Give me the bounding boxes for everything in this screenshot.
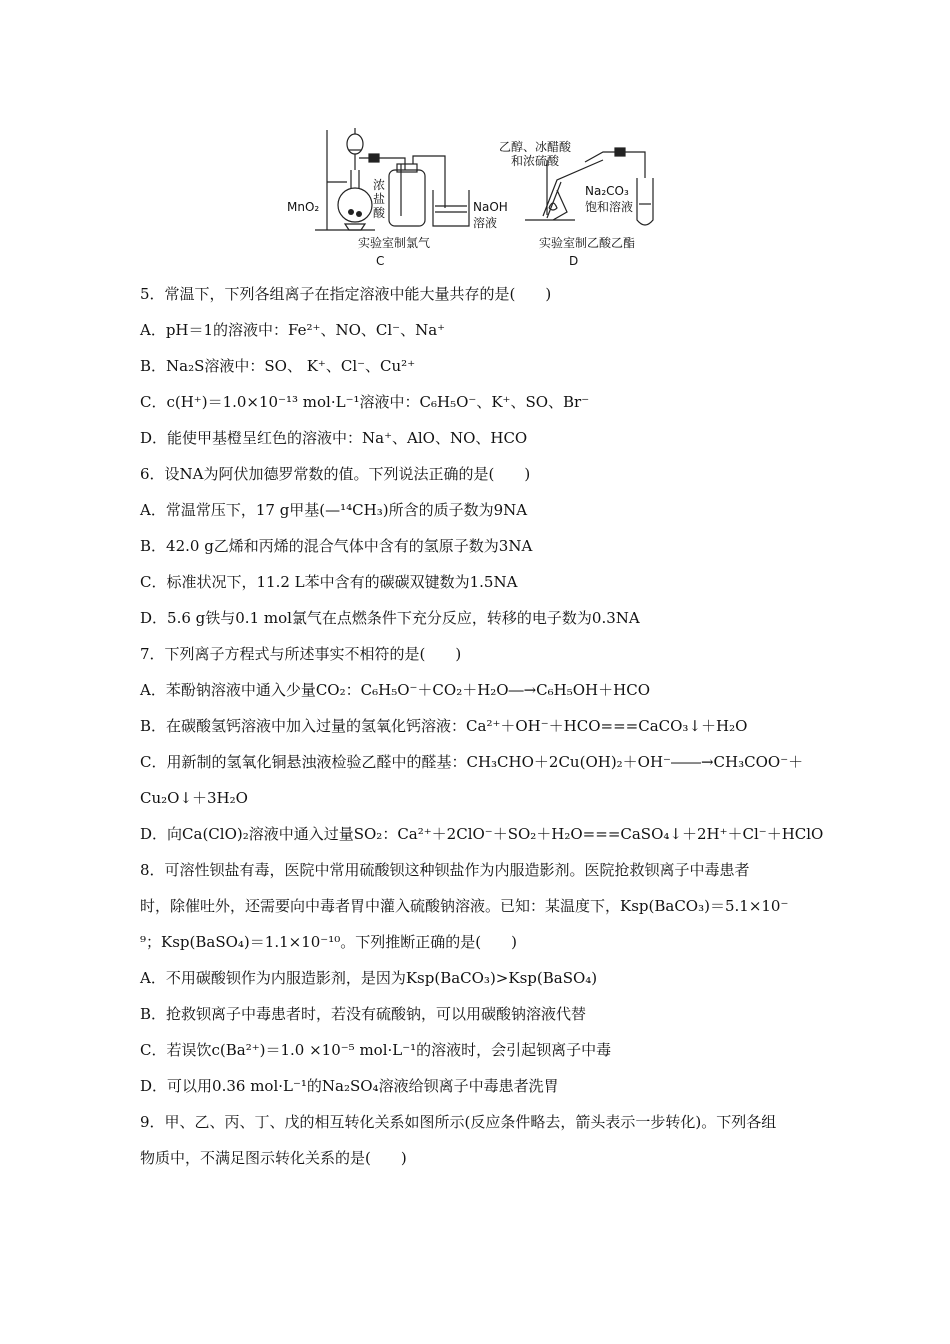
q8-stem-3: ⁹；Ksp(BaSO₄)＝1.1×10⁻¹⁰。下列推断正确的是( ) [140,933,517,951]
q9-stem-2: 物质中，不满足图示转化关系的是( ) [140,1149,407,1167]
q7-option-d: D．向Ca(ClO)₂溶液中通入过量SO₂：Ca²⁺＋2ClO⁻＋SO₂＋H₂O===CaSO₄↓＋2H⁺＋Cl⁻＋HClO [140,825,824,843]
hcl-label-3: 酸 [373,206,386,220]
figure-d-letter: D [569,254,579,268]
figure-d-caption: 实验室制乙酸乙酯 [539,236,636,250]
q7-option-c-cont: Cu₂O↓＋3H₂O [140,789,248,807]
na2co3-label-1: Na₂CO₃ [585,184,629,198]
q7-option-c: C．用新制的氢氧化铜悬浊液检验乙醛中的醛基：CH₃CHO＋2Cu(OH)₂＋OH⁻――→CH₃COO⁻＋ [140,753,804,771]
q6-stem: 6．设NA为阿伏加德罗常数的值。下列说法正确的是( ) [140,465,531,483]
hcl-label-2: 盐 [373,192,386,206]
reagents-label-2: 和浓硫酸 [511,154,560,168]
q6-option-b: B．42.0 g乙烯和丙烯的混合气体中含有的氢原子数为3NA [140,537,533,555]
q8-option-c: C．若误饮c(Ba²⁺)＝1.0 ×10⁻⁵ mol·L⁻¹的溶液时，会引起钡离子中毒 [140,1041,612,1059]
q5-option-b: B．Na₂S溶液中：SO、 K⁺、Cl⁻、Cu²⁺ [140,357,416,375]
mno2-label: MnO₂ [287,200,320,214]
reagents-label-1: 乙醇、冰醋酸 [499,140,572,154]
figure-c-caption: 实验室制氯气 [358,236,431,250]
q6-option-a: A．常温常压下，17 g甲基(—¹⁴CH₃)所含的质子数为9NA [140,501,528,519]
q8-stem-1: 8．可溶性钡盐有毒，医院中常用硫酸钡这种钡盐作为内服造影剂。医院抢救钡离子中毒患者 [140,861,750,879]
q5-option-a: A．pH＝1的溶液中：Fe²⁺、NO、Cl⁻、Na⁺ [140,321,446,339]
q7-option-b: B．在碳酸氢钙溶液中加入过量的氢氧化钙溶液：Ca²⁺＋OH⁻＋HCO===CaCO₃↓＋H₂O [140,717,748,735]
q8-option-a: A．不用碳酸钡作为内服造影剂，是因为Ksp(BaCO₃)>Ksp(BaSO₄) [140,969,598,987]
naoh-label-2: 溶液 [473,216,498,230]
q8-option-d: D．可以用0.36 mol·L⁻¹的Na₂SO₄溶液给钡离子中毒患者洗胃 [140,1077,559,1095]
q5-stem: 5．常温下，下列各组离子在指定溶液中能大量共存的是( ) [140,285,552,303]
naoh-label-1: NaOH [473,200,508,214]
q5-option-d: D．能使甲基橙呈红色的溶液中：Na⁺、AlO、NO、HCO [140,429,528,447]
q6-option-c: C．标准状况下，11.2 L苯中含有的碳碳双键数为1.5NA [140,573,518,591]
q8-stem-2: 时，除催吐外，还需要向中毒者胃中灌入硫酸钠溶液。已知：某温度下，Ksp(BaCO₃)＝5.1×10⁻ [140,897,789,915]
q6-option-d: D．5.6 g铁与0.1 mol氯气在点燃条件下充分反应，转移的电子数为0.3NA [140,609,640,627]
na2co3-label-2: 饱和溶液 [585,200,634,214]
apparatus-figure [285,120,665,270]
q8-option-b: B．抢救钡离子中毒患者时，若没有硫酸钠，可以用碳酸钠溶液代替 [140,1005,587,1023]
q9-stem-1: 9．甲、乙、丙、丁、戊的相互转化关系如图所示(反应条件略去，箭头表示一步转化)。下列各组 [140,1113,777,1131]
q7-stem: 7．下列离子方程式与所述事实不相符的是( ) [140,645,462,663]
q5-option-c: C．c(H⁺)＝1.0×10⁻¹³ mol·L⁻¹溶液中：C₆H₅O⁻、K⁺、SO、Br⁻ [140,393,590,411]
hcl-label-1: 浓 [373,178,386,192]
q7-option-a: A．苯酚钠溶液中通入少量CO₂：C₆H₅O⁻＋CO₂＋H₂O―→C₆H₅OH＋HCO [140,681,650,699]
question-text [140,284,824,1184]
figure-c-letter: C [376,254,385,268]
